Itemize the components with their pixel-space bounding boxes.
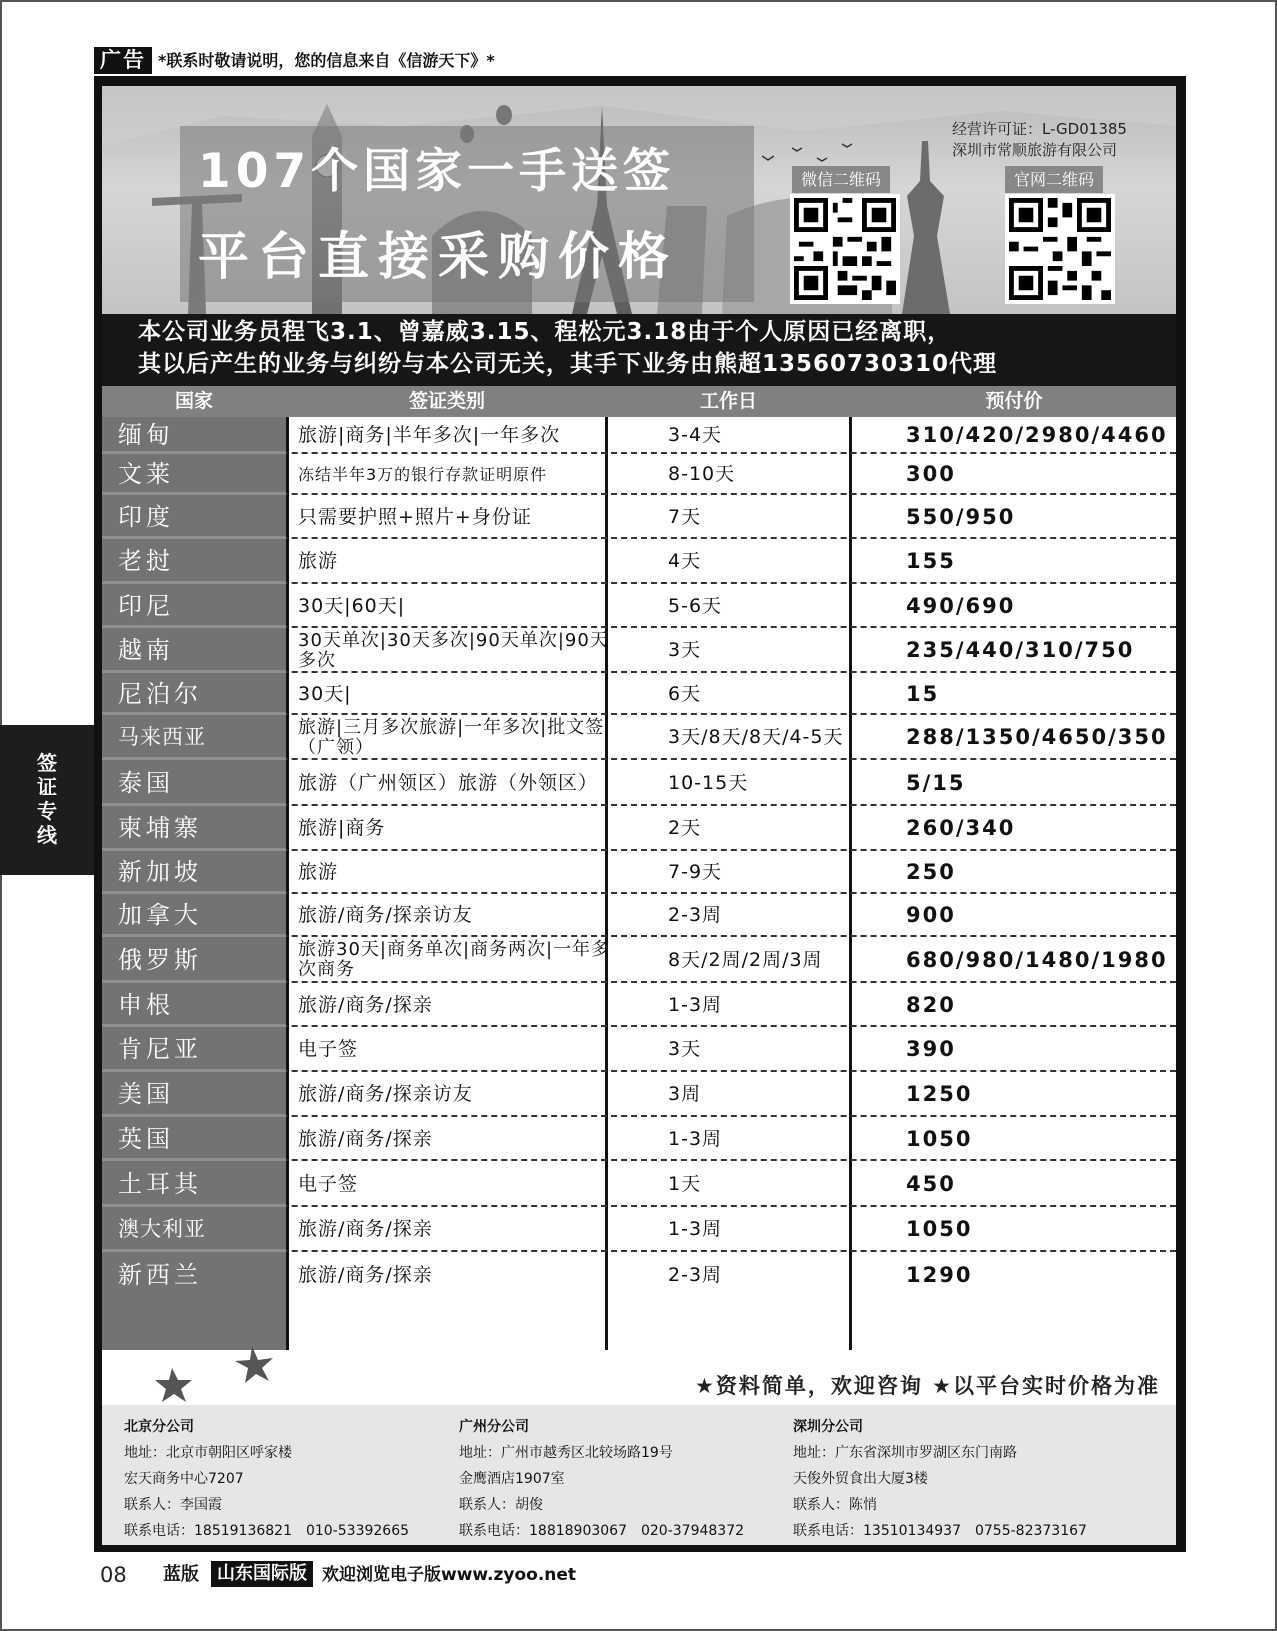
visa-type-cell: 旅游 bbox=[298, 861, 339, 883]
table-row bbox=[102, 1252, 1176, 1299]
price-cell: 450 bbox=[906, 1172, 956, 1196]
header-working-days: 工作日 bbox=[699, 390, 757, 412]
branch-info bbox=[793, 1414, 1143, 1544]
working-days-cell: 6天 bbox=[668, 683, 702, 705]
visa-type-cell: 旅游/商务/探亲 bbox=[298, 994, 433, 1016]
country-cell: 越南 bbox=[118, 636, 174, 664]
country-cell: 柬埔寨 bbox=[118, 814, 202, 842]
price-cell: 390 bbox=[906, 1037, 956, 1061]
table-row bbox=[102, 1207, 1176, 1252]
visa-type-cell: 电子签 bbox=[298, 1038, 359, 1060]
branch-name: 广州分公司 bbox=[459, 1419, 529, 1435]
working-days-cell: 3天 bbox=[668, 639, 702, 661]
table-row bbox=[102, 851, 1176, 894]
company-name: 深圳市常顺旅游有限公司 bbox=[952, 141, 1118, 159]
branch-address-detail: 宏天商务中心7207 bbox=[124, 1471, 244, 1487]
side-tab-label: 签证专线 bbox=[37, 751, 57, 847]
table-row bbox=[102, 495, 1176, 539]
visa-type-cell: 30天单次|30天多次|90天单次|90天多次 bbox=[298, 629, 609, 671]
country-cell: 尼泊尔 bbox=[118, 680, 202, 708]
price-cell: 235/440/310/750 bbox=[906, 638, 1135, 662]
branch-name: 北京分公司 bbox=[124, 1419, 194, 1435]
table-row bbox=[102, 1027, 1176, 1072]
country-cell: 俄罗斯 bbox=[118, 946, 202, 974]
working-days-cell: 3-4天 bbox=[668, 424, 723, 446]
branch-phone[interactable]: 联系电话：18519136821 010-53392665 bbox=[124, 1523, 410, 1539]
country-cell: 印度 bbox=[118, 503, 174, 531]
branch-info bbox=[459, 1414, 809, 1544]
working-days-cell: 10-15天 bbox=[668, 772, 749, 794]
working-days-cell: 3天/8天/8天/4-5天 bbox=[668, 726, 844, 748]
table-row bbox=[102, 1117, 1176, 1161]
notice-line-1: 本公司业务员程飞3.1、曾嘉威3.15、程松元3.18由于个人原因已经离职， bbox=[138, 319, 952, 345]
visa-type-cell: 旅游/商务/探亲 bbox=[298, 1264, 433, 1286]
header-country: 国家 bbox=[174, 390, 213, 412]
working-days-cell: 4天 bbox=[668, 550, 702, 572]
branch-contact: 联系人：陈悄 bbox=[793, 1497, 877, 1513]
working-days-cell: 1-3周 bbox=[668, 1218, 723, 1240]
table-row bbox=[102, 894, 1176, 937]
footer bbox=[102, 1350, 1176, 1545]
starfish-icon bbox=[132, 1344, 312, 1404]
page-number: 08 bbox=[100, 1563, 127, 1587]
staff-departure-notice bbox=[102, 314, 1176, 386]
visa-type-cell: 旅游（广州领区）旅游（外领区） bbox=[298, 772, 599, 794]
price-cell: 310/420/2980/4460 bbox=[906, 423, 1168, 447]
branch-address-detail: 天俊外贸食出大厦3楼 bbox=[793, 1471, 928, 1487]
branch-contact: 联系人：李国霞 bbox=[124, 1497, 222, 1513]
branch-address: 地址：北京市朝阳区呼家楼 bbox=[124, 1445, 292, 1461]
country-cell: 肯尼亚 bbox=[118, 1035, 202, 1063]
working-days-cell: 1-3周 bbox=[668, 994, 723, 1016]
working-days-cell: 2-3周 bbox=[668, 1264, 723, 1286]
branch-phone[interactable]: 联系电话：13510134937 0755-82373167 bbox=[793, 1523, 1087, 1539]
country-cell: 美国 bbox=[118, 1080, 174, 1108]
visa-type-cell: 旅游/商务/探亲访友 bbox=[298, 1083, 473, 1105]
visa-type-cell: 30天|60天| bbox=[298, 595, 406, 617]
table-row bbox=[102, 628, 1176, 673]
hero-banner bbox=[102, 86, 1176, 314]
visa-type-cell: 只需要护照+照片+身份证 bbox=[298, 506, 532, 528]
license-number: 经营许可证：L-GD01385 bbox=[952, 120, 1127, 138]
price-cell: 680/980/1480/1980 bbox=[906, 948, 1168, 972]
country-cell: 申根 bbox=[118, 991, 174, 1019]
visa-type-cell: 电子签 bbox=[298, 1173, 359, 1195]
header-prepay-price: 预付价 bbox=[985, 390, 1043, 412]
qr-code-icon bbox=[1009, 198, 1111, 300]
visa-type-cell: 旅游|三月多次旅游|一年多次|批文签（广领） bbox=[298, 716, 605, 758]
table-row bbox=[102, 937, 1176, 983]
working-days-cell: 7-9天 bbox=[668, 861, 723, 883]
headline-primary: 107个国家一手送签 bbox=[198, 144, 676, 199]
website-qr-label: 官网二维码 bbox=[1005, 166, 1103, 193]
country-cell: 老挝 bbox=[118, 547, 174, 575]
working-days-cell: 3天 bbox=[668, 1038, 702, 1060]
price-cell: 1050 bbox=[906, 1127, 973, 1151]
country-cell: 澳大利亚 bbox=[118, 1217, 206, 1241]
working-days-cell: 5-6天 bbox=[668, 595, 723, 617]
branch-info bbox=[124, 1414, 474, 1544]
working-days-cell: 3周 bbox=[668, 1083, 702, 1105]
table-row bbox=[102, 715, 1176, 760]
branch-contact: 联系人：胡俊 bbox=[459, 1497, 543, 1513]
visa-type-cell: 旅游|商务|半年多次|一年多次 bbox=[298, 424, 561, 446]
qr-code-icon bbox=[794, 198, 896, 300]
edition-blue: 蓝版 bbox=[163, 1564, 199, 1585]
branch-address: 地址：广东省深圳市罗湖区东门南路 bbox=[793, 1445, 1017, 1461]
country-cell: 缅甸 bbox=[118, 421, 174, 449]
table-header bbox=[102, 386, 1176, 417]
ad-source-note: *联系时敬请说明，您的信息来自《信游天下》* bbox=[158, 51, 495, 70]
country-cell: 文莱 bbox=[118, 460, 174, 488]
working-days-cell: 8天/2周/2周/3周 bbox=[668, 949, 823, 971]
price-cell: 260/340 bbox=[906, 816, 1016, 840]
price-cell: 300 bbox=[906, 462, 956, 486]
visa-type-cell: 冻结半年3万的银行存款证明原件 bbox=[298, 465, 548, 484]
working-days-cell: 1-3周 bbox=[668, 1128, 723, 1150]
table-row bbox=[102, 673, 1176, 715]
wechat-qr-code[interactable] bbox=[790, 194, 900, 304]
country-cell: 泰国 bbox=[118, 769, 174, 797]
website-note[interactable]: 欢迎浏览电子版www.zyoo.net bbox=[322, 1565, 577, 1585]
slogan: ★资料简单，欢迎咨询 ★以平台实时价格为准 bbox=[695, 1374, 1160, 1398]
branch-phone[interactable]: 联系电话：18818903067 020-37948372 bbox=[459, 1523, 745, 1539]
working-days-cell: 8-10天 bbox=[668, 463, 736, 485]
table-row bbox=[102, 539, 1176, 584]
visa-type-cell: 30天| bbox=[298, 683, 352, 705]
price-cell: 900 bbox=[906, 903, 956, 927]
price-cell: 15 bbox=[906, 682, 940, 706]
table-row bbox=[102, 1161, 1176, 1207]
visa-type-cell: 旅游/商务/探亲 bbox=[298, 1128, 433, 1150]
price-cell: 1250 bbox=[906, 1082, 973, 1106]
branch-address-detail: 金鹰酒店1907室 bbox=[459, 1471, 565, 1487]
country-cell: 新西兰 bbox=[118, 1261, 202, 1289]
notice-line-2: 其以后产生的业务与纠纷与本公司无关，其手下业务由熊超13560730310代理 bbox=[138, 351, 998, 377]
country-cell: 加拿大 bbox=[118, 901, 202, 929]
visa-type-cell: 旅游|商务 bbox=[298, 817, 386, 839]
license-info bbox=[952, 119, 1127, 161]
visa-type-cell: 旅游/商务/探亲访友 bbox=[298, 904, 473, 926]
headline-secondary: 平台直接采购价格 bbox=[198, 228, 679, 287]
price-cell: 250 bbox=[906, 860, 956, 884]
working-days-cell: 1天 bbox=[668, 1173, 702, 1195]
country-cell: 印尼 bbox=[118, 592, 174, 620]
table-row bbox=[102, 454, 1176, 495]
price-cell: 820 bbox=[906, 993, 956, 1017]
price-cell: 288/1350/4650/350 bbox=[906, 725, 1168, 749]
visa-type-cell: 旅游/商务/探亲 bbox=[298, 1218, 433, 1240]
edition-name: 山东国际版 bbox=[211, 1561, 313, 1587]
table-row bbox=[102, 760, 1176, 806]
price-cell: 550/950 bbox=[906, 505, 1016, 529]
country-cell: 英国 bbox=[118, 1125, 174, 1153]
visa-hotline-tab bbox=[0, 725, 94, 875]
table-row bbox=[102, 1072, 1176, 1117]
header-visa-type: 签证类别 bbox=[408, 390, 485, 412]
table-row bbox=[102, 983, 1176, 1027]
price-cell: 155 bbox=[906, 549, 956, 573]
country-cell: 土耳其 bbox=[118, 1170, 202, 1198]
visa-type-cell: 旅游30天|商务单次|商务两次|一年多次商务 bbox=[298, 939, 611, 980]
wechat-qr-label: 微信二维码 bbox=[792, 166, 890, 193]
working-days-cell: 7天 bbox=[668, 506, 702, 528]
table-row bbox=[102, 584, 1176, 628]
visa-type-cell: 旅游 bbox=[298, 550, 339, 572]
working-days-cell: 2-3周 bbox=[668, 904, 723, 926]
branch-address: 地址：广州市越秀区北较场路19号 bbox=[459, 1445, 673, 1461]
working-days-cell: 2天 bbox=[668, 817, 702, 839]
price-cell: 490/690 bbox=[906, 594, 1016, 618]
price-cell: 1290 bbox=[906, 1263, 973, 1287]
table-row bbox=[102, 806, 1176, 851]
country-cell: 新加坡 bbox=[118, 858, 202, 886]
price-cell: 1050 bbox=[906, 1217, 973, 1241]
table-row bbox=[102, 417, 1176, 454]
ad-tag: 广告 bbox=[94, 47, 152, 74]
price-cell: 5/15 bbox=[906, 771, 966, 795]
visa-price-table bbox=[102, 417, 1176, 1350]
website-qr-code[interactable] bbox=[1005, 194, 1115, 304]
branch-name: 深圳分公司 bbox=[793, 1419, 863, 1435]
country-cell: 马来西亚 bbox=[118, 725, 206, 749]
